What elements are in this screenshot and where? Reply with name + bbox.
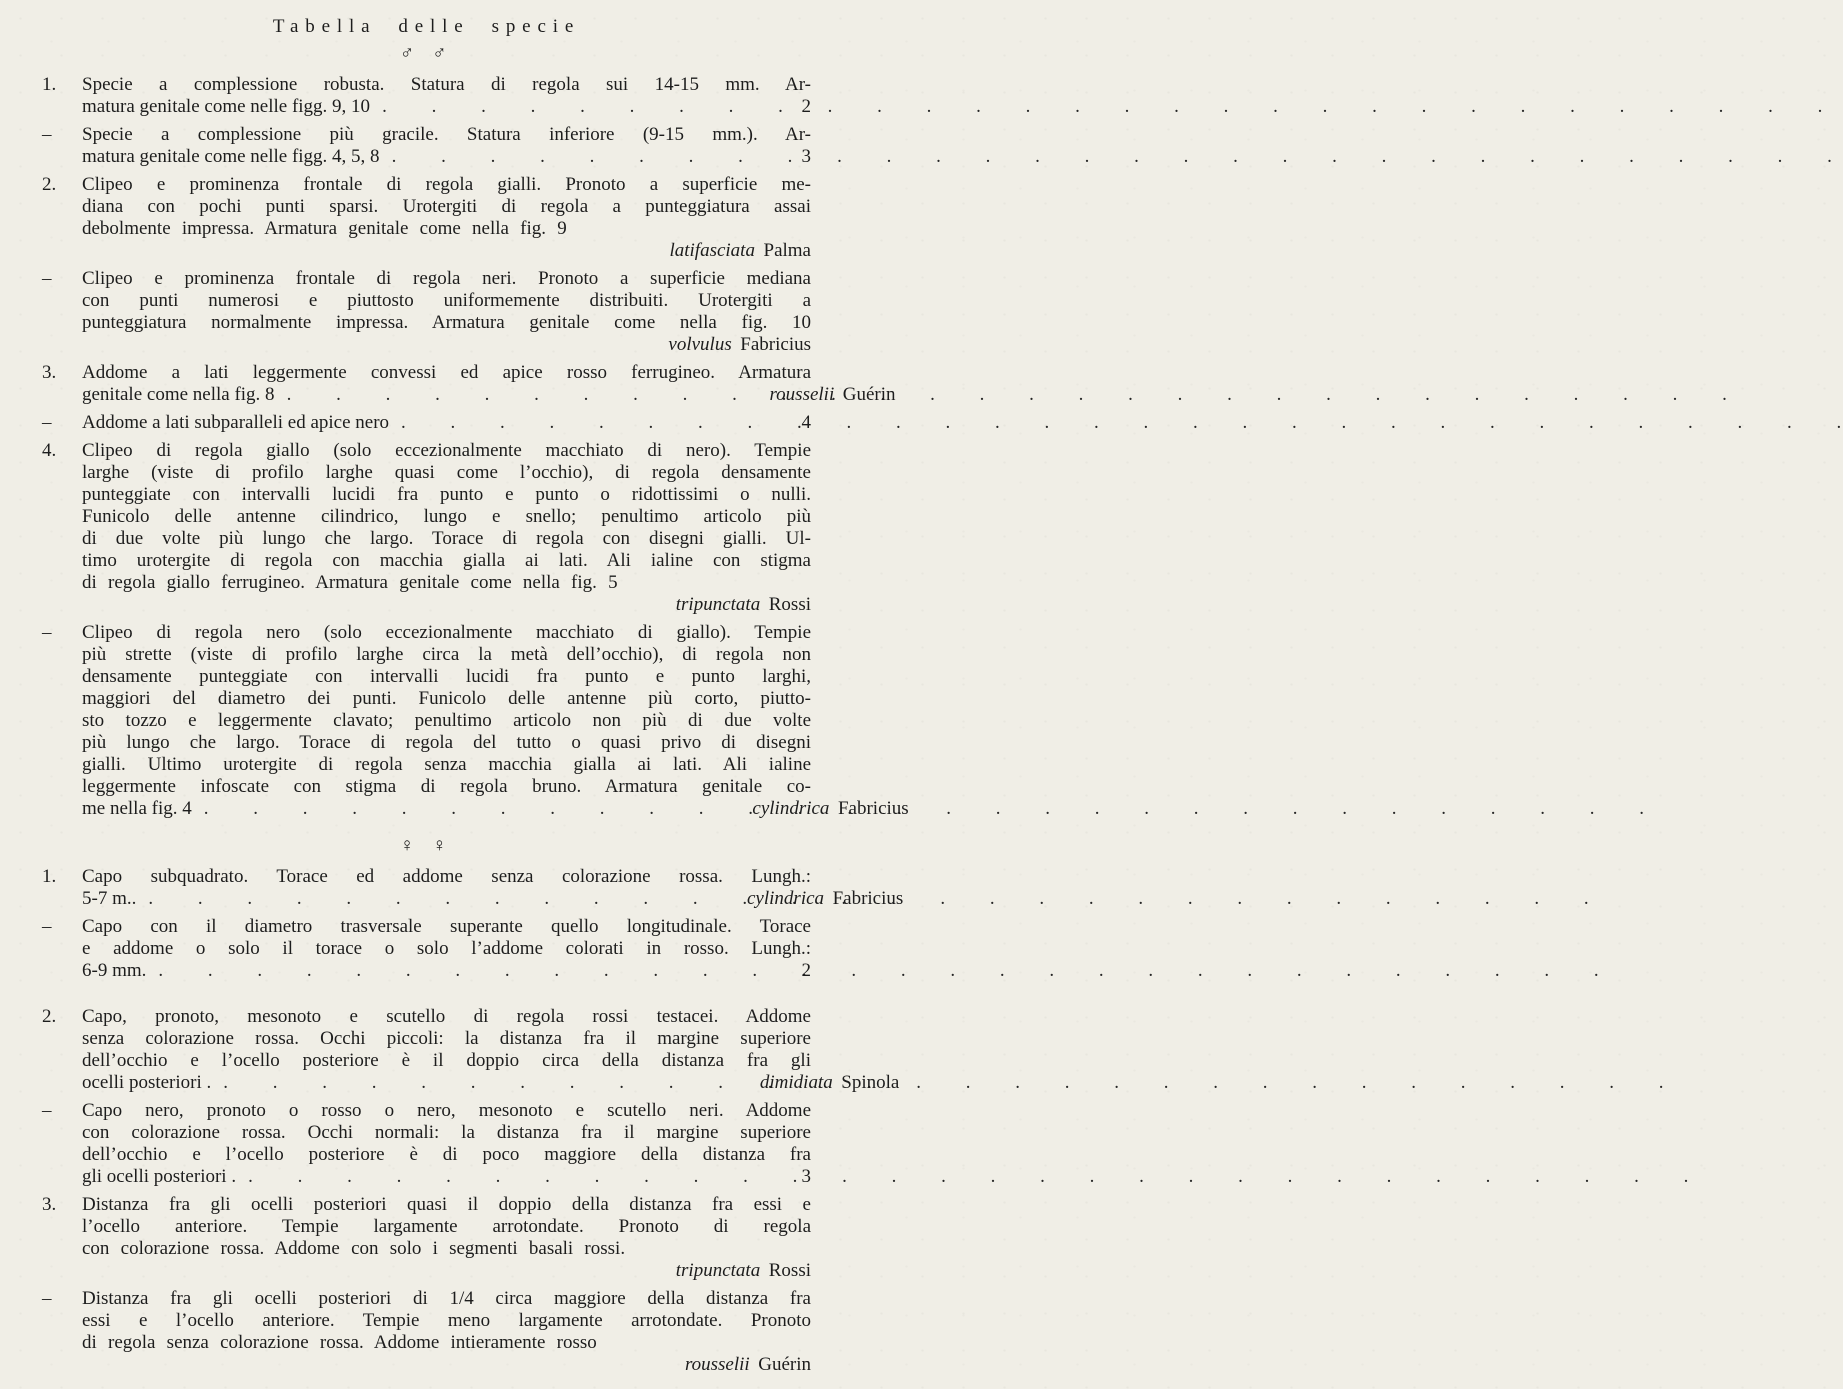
text-line: debolmente impressa. Armatura genitale come nella fig. 9 xyxy=(82,218,567,239)
couplet-body xyxy=(82,74,811,118)
couplet-body xyxy=(82,1194,811,1282)
dot-leader xyxy=(148,888,739,910)
text-line: di due volte più lungo che largo. Torace di regola con disegni gialli. Ul- xyxy=(82,528,811,549)
dot-leader xyxy=(382,96,791,118)
scanned-book-page xyxy=(0,0,909,1389)
page xyxy=(0,0,909,1376)
text-line: essi e l’ocello anteriore. Tempie meno largamente arrotondate. Pronoto xyxy=(82,1310,811,1331)
text-line: con punti numerosi e piuttosto uniformemente distribuiti. Urotergiti a xyxy=(82,290,811,311)
text-line: di regola giallo ferrugineo. Armatura genitale come nella fig. 5 xyxy=(82,572,618,593)
couplet-body xyxy=(82,268,811,356)
text-line xyxy=(82,384,896,406)
text-line: e addome o solo il torace o solo l’addome colorati in rosso. Lungh.: xyxy=(82,938,811,959)
couplet-body xyxy=(82,1100,811,1188)
species-author: Spinola xyxy=(841,1072,900,1093)
text-line: gialli. Ultimo urotergite di regola senza macchia gialla ai lati. Ali ialine xyxy=(82,754,811,775)
text-line: diana con pochi punti sparsi. Urotergiti di regola a punteggiatura assai xyxy=(82,196,811,217)
tail-text: 5-7 m.. xyxy=(82,888,137,909)
tail-text: me nella fig. 4 xyxy=(82,798,192,819)
species-name: cylindrica xyxy=(752,798,830,819)
text-line xyxy=(82,96,811,118)
text-line xyxy=(82,146,811,168)
dot-leader xyxy=(158,960,791,982)
text-line: con colorazione rossa. Occhi normali: la distanza fra il margine superiore xyxy=(82,1122,811,1143)
text-line: dell’occhio e l’ocello posteriore è di poco maggiore della distanza fra xyxy=(82,1144,811,1165)
dot-leader xyxy=(287,384,762,406)
species-line xyxy=(82,240,811,262)
text-line: maggiori del diametro dei punti. Funicolo delle antenne più corto, piutto- xyxy=(82,688,811,709)
key-couplet xyxy=(42,1288,811,1376)
section-males xyxy=(42,42,909,820)
couplet-body xyxy=(82,916,811,982)
text-line: Clipeo di regola giallo (solo eccezionalmente macchiato di nero). Tempie xyxy=(82,440,811,461)
key-couplet xyxy=(42,74,811,118)
key-couplet xyxy=(42,1194,811,1282)
key-couplet xyxy=(42,440,811,616)
text-line: dell’occhio e l’ocello posteriore è il doppio circa della distanza fra gli xyxy=(82,1050,811,1071)
species-result xyxy=(769,384,896,406)
text-line: più strette (viste di profilo larghe circa la metà dell’occhio), di regola non xyxy=(82,644,811,665)
species-result xyxy=(747,888,904,910)
text-line xyxy=(82,888,904,910)
text-line: punteggiate con intervalli lucidi fra punto e punto o ridottissimi o nulli. xyxy=(82,484,811,505)
text-line: Capo, pronoto, mesonoto e scutello di regola rossi testacei. Addome xyxy=(82,1006,811,1027)
species-name: latifasciata xyxy=(669,240,755,261)
species-author: Rossi xyxy=(768,594,811,615)
dot-leader xyxy=(248,1166,791,1188)
couplet-number: – xyxy=(42,124,52,145)
couplet-target: 3 xyxy=(801,146,811,167)
text-line: senza colorazione rossa. Occhi piccoli: la distanza fra il margine superiore xyxy=(82,1028,811,1049)
text-line xyxy=(82,960,811,982)
dot-leader xyxy=(401,412,791,434)
text-line xyxy=(82,412,811,434)
species-line xyxy=(82,334,811,356)
species-author: Guérin xyxy=(842,384,896,405)
tail-text: matura genitale come nelle figg. 4, 5, 8 xyxy=(82,146,380,167)
text-line: leggermente infoscate con stigma di regola bruno. Armatura genitale co- xyxy=(82,776,811,797)
species-name: tripunctata xyxy=(675,594,761,615)
couplet-number: – xyxy=(42,916,52,937)
text-line: Funicolo delle antenne cilindrico, lungo e snello; penultimo articolo più xyxy=(82,506,811,527)
tail-text: 6-9 mm. xyxy=(82,960,147,981)
male-symbol: ♂ ♂ xyxy=(399,43,454,64)
couplet-number: 1. xyxy=(42,74,57,95)
tail-text: genitale come nella fig. 8 xyxy=(82,384,275,405)
text-line: Specie a complessione più gracile. Statura inferiore (9-15 mm.). Ar- xyxy=(82,124,811,145)
couplet-target: 3 xyxy=(801,1166,811,1187)
couplet-target: 2 xyxy=(801,960,811,981)
text-line: Clipeo e prominenza frontale di regola gialli. Pronoto a superficie me- xyxy=(82,174,811,195)
species-author: Fabricius xyxy=(837,798,909,819)
key-couplet xyxy=(42,622,909,820)
key-couplet xyxy=(42,1006,900,1094)
couplet-body xyxy=(82,412,811,434)
species-name: dimidiata xyxy=(759,1072,833,1093)
key-couplet xyxy=(42,362,896,406)
text-line: Capo con il diametro trasversale superante quello longitudinale. Torace xyxy=(82,916,811,937)
couplet-target: 2 xyxy=(801,96,811,117)
text-line: larghe (viste di profilo larghe quasi come l’occhio), di regola densamente xyxy=(82,462,811,483)
species-line xyxy=(82,594,811,616)
dot-leader xyxy=(392,146,791,168)
couplet-number: 4. xyxy=(42,440,57,461)
text-line xyxy=(82,1072,900,1094)
text-line: più lungo che largo. Torace di regola del tutto o quasi privo di disegni xyxy=(82,732,811,753)
couplet-number: 1. xyxy=(42,866,57,887)
couplet-number: 3. xyxy=(42,362,57,383)
species-name: cylindrica xyxy=(747,888,825,909)
page-title: Tabella delle specie xyxy=(272,16,581,37)
species-line xyxy=(82,1260,811,1282)
key-couplet xyxy=(42,1100,811,1188)
text-line: Clipeo e prominenza frontale di regola neri. Pronoto a superficie mediana xyxy=(82,268,811,289)
couplet-body xyxy=(82,440,811,616)
text-line xyxy=(82,798,909,820)
tail-text: gli ocelli posteriori . xyxy=(82,1166,237,1187)
text-line: l’ocello anteriore. Tempie largamente arrotondate. Pronoto di regola xyxy=(82,1216,811,1237)
text-line: densamente punteggiate con intervalli lucidi fra punto e punto larghi, xyxy=(82,666,811,687)
text-line: punteggiatura normalmente impressa. Armatura genitale come nella fig. 10 xyxy=(82,312,811,333)
text-line: timo urotergite di regola con macchia gialla ai lati. Ali ialine con stigma xyxy=(82,550,811,571)
couplet-number: – xyxy=(42,268,52,289)
couplet-body xyxy=(82,622,909,820)
key-couplet xyxy=(42,916,811,982)
couplet-number: 3. xyxy=(42,1194,57,1215)
couplet-target: 4 xyxy=(801,412,811,433)
text-line: con colorazione rossa. Addome con solo i segmenti basali rossi. xyxy=(82,1238,626,1259)
tail-text: ocelli posteriori . xyxy=(82,1072,212,1093)
couplet-body xyxy=(82,362,896,406)
species-line xyxy=(82,1354,811,1376)
species-name: volvulus xyxy=(668,334,732,355)
text-line: sto tozzo e leggermente clavato; penultimo articolo non più di due volte xyxy=(82,710,811,731)
female-symbol: ♀ ♀ xyxy=(399,835,454,856)
key-couplet xyxy=(42,124,811,168)
species-result xyxy=(752,798,909,820)
couplet-number: – xyxy=(42,622,52,643)
text-line: Distanza fra gli ocelli posteriori di 1/4 circa maggiore della distanza fra xyxy=(82,1288,811,1309)
couplet-number: 2. xyxy=(42,1006,57,1027)
key-couplet xyxy=(42,412,811,434)
couplet-body xyxy=(82,866,904,910)
couplet-body xyxy=(82,1006,900,1094)
couplet-number: – xyxy=(42,1288,52,1309)
species-name: tripunctata xyxy=(675,1260,761,1281)
text-line: Capo nero, pronoto o rosso o nero, mesonoto e scutello neri. Addome xyxy=(82,1100,811,1121)
species-result xyxy=(759,1072,900,1094)
couplet-number: – xyxy=(42,412,52,433)
species-name: rousselii xyxy=(769,384,835,405)
key-couplet xyxy=(42,866,904,910)
dot-leader xyxy=(223,1072,752,1094)
key-couplet xyxy=(42,268,811,356)
tail-text: matura genitale come nelle figg. 9, 10 xyxy=(82,96,371,117)
couplet-body xyxy=(82,124,811,168)
species-author: Palma xyxy=(763,240,811,261)
species-author: Rossi xyxy=(768,1260,811,1281)
couplet-body xyxy=(82,1288,811,1376)
species-name: rousselii xyxy=(684,1354,750,1375)
dot-leader xyxy=(204,798,745,820)
couplet-body xyxy=(82,174,811,262)
section-females xyxy=(42,834,904,1376)
tail-text: Addome a lati subparalleli ed apice nero xyxy=(82,412,390,433)
species-author: Fabricius xyxy=(832,888,904,909)
text-line: Addome a lati leggermente convessi ed apice rosso ferrugineo. Armatura xyxy=(82,362,811,383)
couplet-number: – xyxy=(42,1100,52,1121)
text-line: Capo subquadrato. Torace ed addome senza colorazione rossa. Lungh.: xyxy=(82,866,811,887)
text-line: di regola senza colorazione rossa. Addome intieramente rosso xyxy=(82,1332,597,1353)
text-line: Distanza fra gli ocelli posteriori quasi il doppio della distanza fra essi e xyxy=(82,1194,811,1215)
species-author: Fabricius xyxy=(740,334,811,355)
couplet-number: 2. xyxy=(42,174,57,195)
key-couplet xyxy=(42,174,811,262)
text-line: Clipeo di regola nero (solo eccezionalmente macchiato di giallo). Tempie xyxy=(82,622,811,643)
text-line xyxy=(82,1166,811,1188)
species-author: Guérin xyxy=(758,1354,811,1375)
text-line: Specie a complessione robusta. Statura di regola sui 14-15 mm. Ar- xyxy=(82,74,811,95)
